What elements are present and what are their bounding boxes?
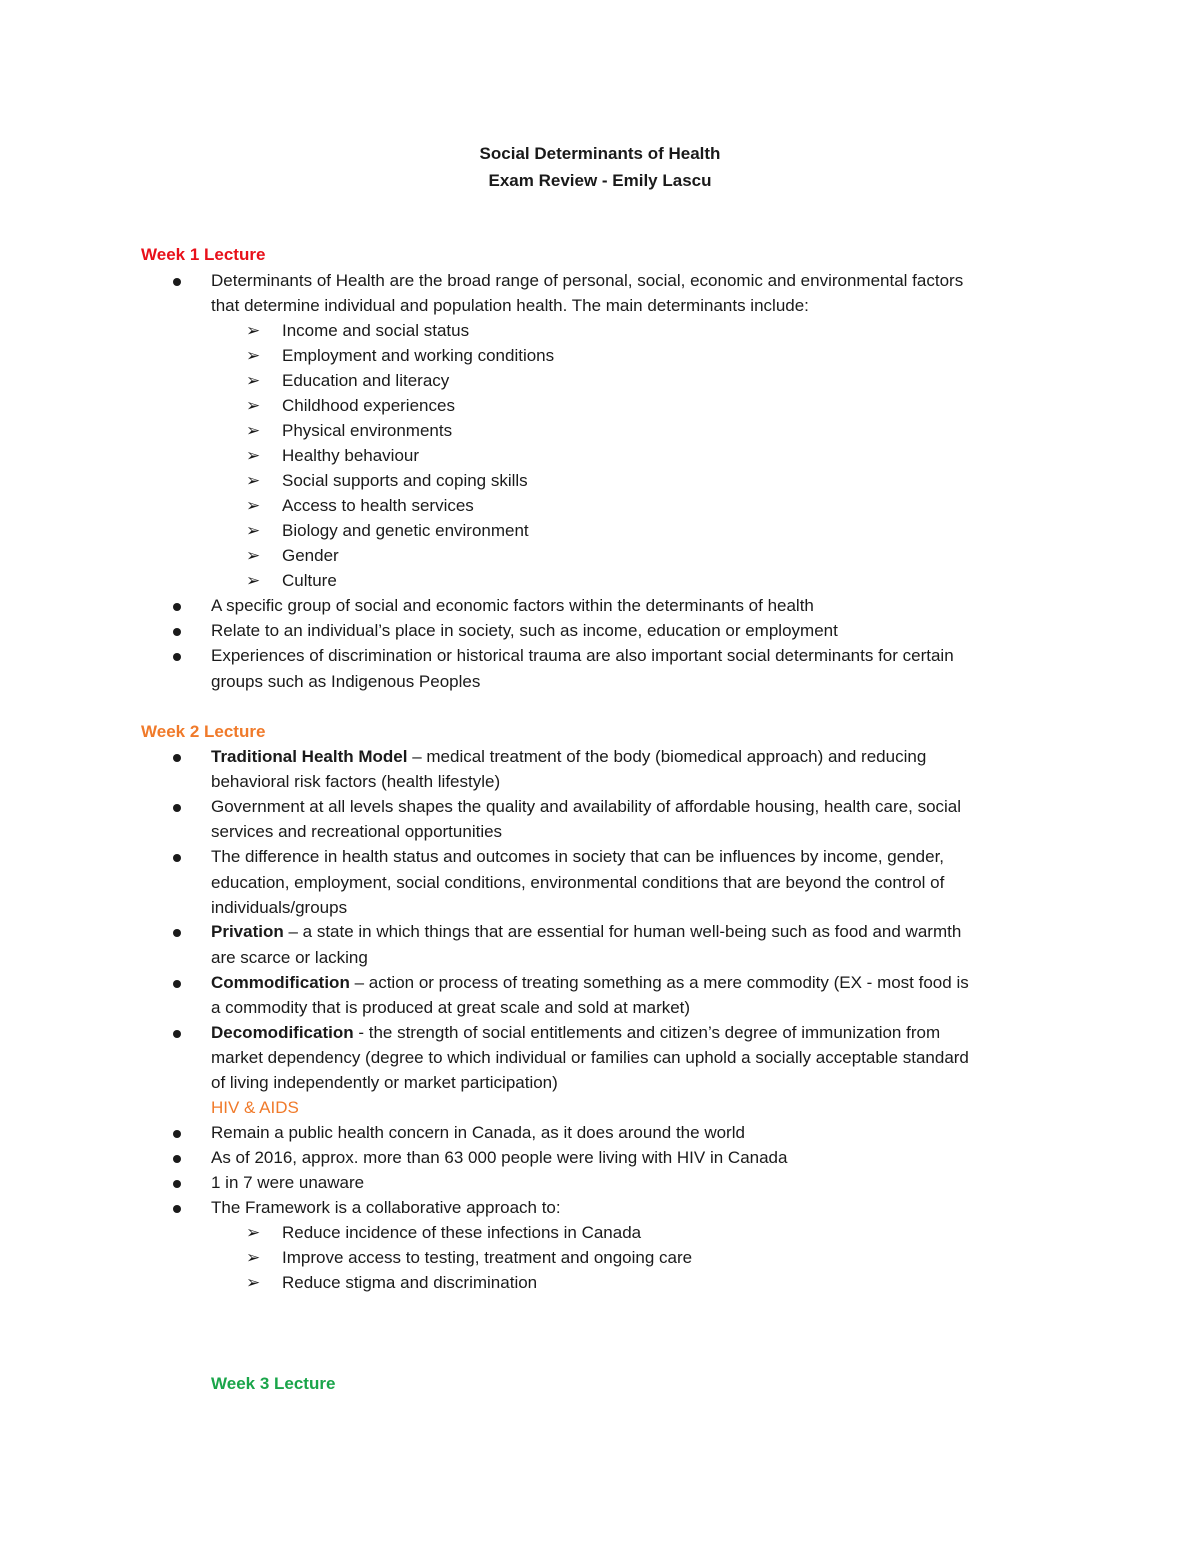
bullet-icon	[173, 1130, 181, 1138]
week2-bullet3-line2: education, employment, social conditions, environmental conditions that are beyond the control of	[211, 873, 945, 892]
bullet-icon	[173, 804, 181, 812]
week2-bullet6-line2: market dependency (degree to which individual or families can uphold a socially acceptable standard	[211, 1048, 969, 1067]
list-item: Reduce incidence of these infections in Canada	[282, 1223, 642, 1242]
week2-bullet1-line2: behavioral risk factors (health lifestyle)	[211, 772, 501, 791]
hiv-bullet4: The Framework is a collaborative approach to:	[211, 1198, 561, 1217]
arrow-bullet-icon: ➢	[246, 1273, 261, 1292]
list-item: Healthy behaviour	[282, 446, 420, 465]
list-item: Culture	[282, 571, 337, 590]
week1-bullet3: Relate to an individual’s place in society, such as income, education or employment	[211, 621, 838, 640]
arrow-bullet-icon: ➢	[246, 371, 261, 390]
term-decomodification: Decomodification	[211, 1023, 354, 1042]
arrow-bullet-icon: ➢	[246, 571, 261, 590]
arrow-bullet-icon: ➢	[246, 521, 261, 540]
bullet-icon	[173, 1030, 181, 1038]
document-subtitle: Exam Review - Emily Lascu	[488, 171, 712, 190]
bullet-icon	[173, 929, 181, 937]
list-item: Biology and genetic environment	[282, 521, 529, 540]
bullet-icon	[173, 1155, 181, 1163]
definition-text: – medical treatment of the body (biomedical approach) and reducing	[407, 747, 927, 766]
list-item: Social supports and coping skills	[282, 471, 528, 490]
week1-bullet2: A specific group of social and economic factors within the determinants of health	[211, 596, 814, 615]
bullet-icon	[173, 278, 181, 286]
arrow-bullet-icon: ➢	[246, 471, 261, 490]
hiv-bullet2: As of 2016, approx. more than 63 000 people were living with HIV in Canada	[211, 1148, 788, 1167]
hiv-aids-heading: HIV & AIDS	[211, 1098, 299, 1117]
term-traditional-health-model: Traditional Health Model	[211, 747, 408, 766]
definition-text: - the strength of social entitlements and citizen’s degree of immunization from	[353, 1023, 941, 1042]
week1-heading: Week 1 Lecture	[141, 245, 266, 264]
bullet-icon	[173, 1205, 181, 1213]
arrow-bullet-icon: ➢	[246, 1223, 261, 1242]
list-item: Improve access to testing, treatment and ongoing care	[282, 1248, 693, 1267]
week3-heading: Week 3 Lecture	[211, 1374, 336, 1393]
term-commodification: Commodification	[211, 973, 350, 992]
list-item: Reduce stigma and discrimination	[282, 1273, 538, 1292]
list-item: Education and literacy	[282, 371, 450, 390]
week2-bullet2-line2: services and recreational opportunities	[211, 822, 503, 841]
arrow-bullet-icon: ➢	[246, 446, 261, 465]
week2-bullet5-line1	[211, 973, 969, 993]
week2-bullet6-line1	[211, 1023, 940, 1043]
bullet-icon	[173, 1180, 181, 1188]
list-item: Employment and working conditions	[282, 346, 555, 365]
arrow-bullet-icon: ➢	[246, 321, 261, 340]
hiv-bullet3: 1 in 7 were unaware	[211, 1173, 365, 1192]
week1-bullet4-line2: groups such as Indigenous Peoples	[211, 672, 481, 691]
bullet-icon	[173, 854, 181, 862]
week2-bullet1-line1	[211, 747, 926, 767]
definition-text: – action or process of treating something as a mere commodity (EX - most food is	[349, 973, 969, 992]
list-item: Access to health services	[282, 496, 474, 515]
week1-bullet1-line2: that determine individual and population health. The main determinants include:	[211, 296, 809, 315]
bullet-icon	[173, 603, 181, 611]
week2-bullet2-line1: Government at all levels shapes the quality and availability of affordable housing, health care, social	[211, 797, 962, 816]
arrow-bullet-icon: ➢	[246, 346, 261, 365]
bullet-icon	[173, 653, 181, 661]
week2-bullet3-line3: individuals/groups	[211, 898, 348, 917]
week2-bullet4-line1	[211, 922, 961, 942]
bullet-icon	[173, 628, 181, 636]
term-privation: Privation	[211, 922, 284, 941]
week1-bullet4-line1: Experiences of discrimination or historical trauma are also important social determinants for certain	[211, 646, 954, 665]
week2-bullet3-line1: The difference in health status and outcomes in society that can be influences by income, gender,	[211, 847, 945, 866]
arrow-bullet-icon: ➢	[246, 1248, 261, 1267]
bullet-icon	[173, 980, 181, 988]
list-item: Gender	[282, 546, 339, 565]
week2-bullet6-line3: of living independently or market participation)	[211, 1073, 558, 1092]
arrow-bullet-icon: ➢	[246, 421, 261, 440]
week2-heading: Week 2 Lecture	[141, 722, 266, 741]
week2-bullet4-line2: are scarce or lacking	[211, 948, 368, 967]
definition-text: – a state in which things that are essential for human well-being such as food and warmth	[283, 922, 962, 941]
list-item: Income and social status	[282, 321, 470, 340]
list-item: Physical environments	[282, 421, 453, 440]
list-item: Childhood experiences	[282, 396, 455, 415]
week1-bullet1-line1: Determinants of Health are the broad range of personal, social, economic and environmental factors	[211, 271, 964, 290]
arrow-bullet-icon: ➢	[246, 396, 261, 415]
arrow-bullet-icon: ➢	[246, 546, 261, 565]
hiv-bullet1: Remain a public health concern in Canada, as it does around the world	[211, 1123, 745, 1142]
document-title: Social Determinants of Health	[479, 144, 721, 163]
arrow-bullet-icon: ➢	[246, 496, 261, 515]
week2-bullet5-line2: a commodity that is produced at great scale and sold at market)	[211, 998, 691, 1017]
bullet-icon	[173, 754, 181, 762]
